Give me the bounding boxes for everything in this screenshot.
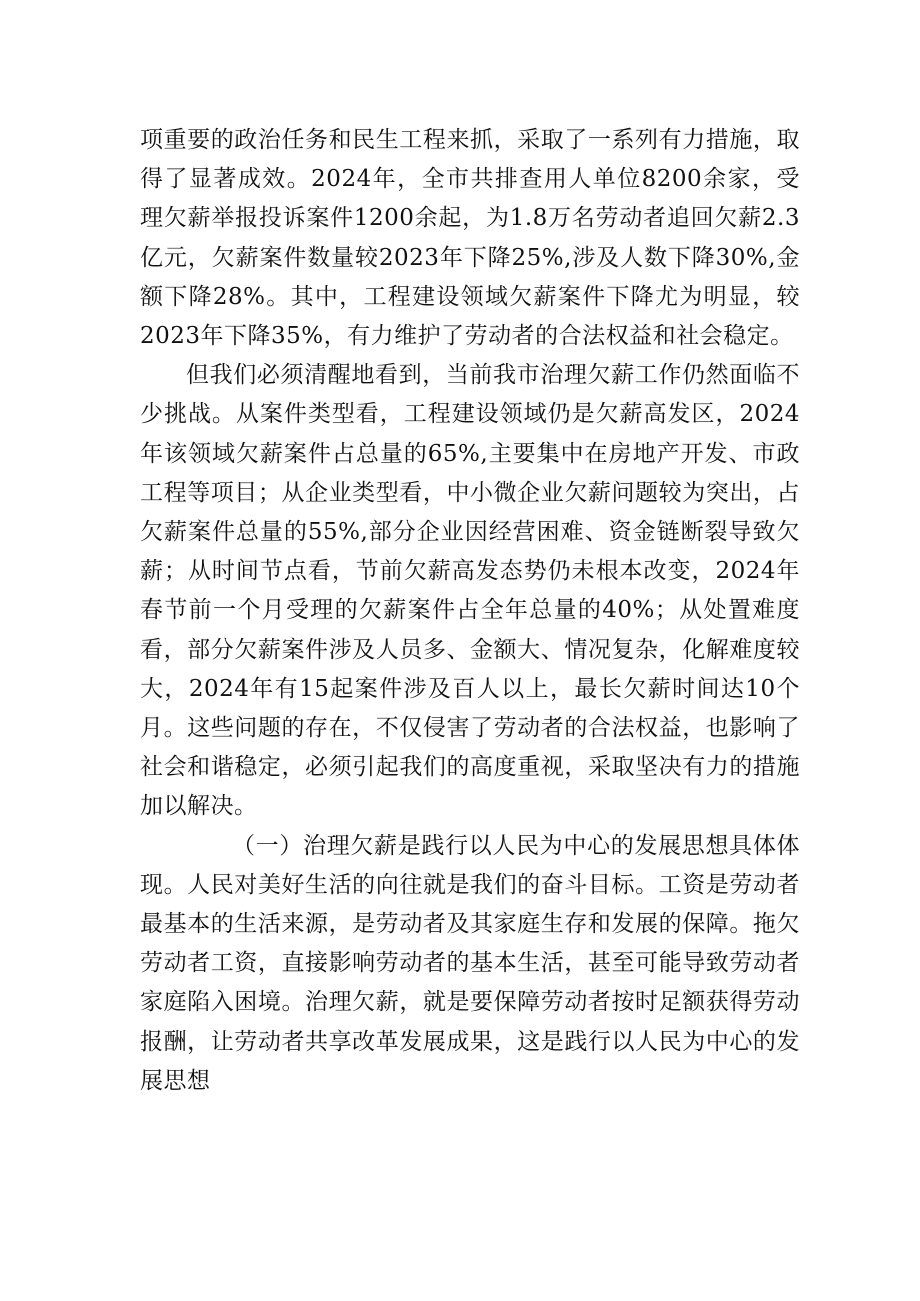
paragraph-challenges: 但我们必须清醒地看到，当前我市治理欠薪工作仍然面临不少挑战。从案件类型看，工程建设领域仍是欠薪高发区，2024年该领域欠薪案件占总量的65%,主要集中在房地产开发、市政工程等项目；从企业类型看，中小微企业欠薪问题较为突出，占欠薪案件总量的55%,部分企业因经营困难、资金链断裂导致欠薪；从时间节点看，节前欠薪高发态势仍未根本改变，2024年春节前一个月受理的欠薪案件占全年总量的40%；从处置难度看，部分欠薪案件涉及人员多、金额大、情况复杂，化解难度较大，2024年有15起案件涉及百人以上，最长欠薪时间达10个月。这些问题的存在，不仅侵害了劳动者的合法权益，也影响了社会和谐稳定，必须引起我们的高度重视，采取坚决有力的措施加以解决。 xyxy=(140,362,800,820)
document-body xyxy=(140,121,800,1101)
paragraph-continued: 项重要的政治任务和民生工程来抓，采取了一系列有力措施，取得了显著成效。2024年，全市共排查用人单位8200余家，受理欠薪举报投诉案件1200余起，为1.8万名劳动者追回欠薪2.3亿元，欠薪案件数量较2023年下降25%,涉及人数下降30%,金额下降28%。其中，工程建设领域欠薪案件下降尤为明显，较2023年下降35%，有力维护了劳动者的合法权益和社会稳定。 xyxy=(140,127,800,350)
paragraph-section-one: （一）治理欠薪是践行以人民为中心的发展思想具体体现。人民对美好生活的向往就是我们的奋斗目标。工资是劳动者最基本的生活来源，是劳动者及其家庭生存和发展的保障。拖欠劳动者工资，直接影响劳动者的基本生活，甚至可能导致劳动者家庭陷入困境。治理欠薪，就是要保障劳动者按时足额获得劳动报酬，让劳动者共享改革发展成果，这是践行以人民为中心的发展思想 xyxy=(140,832,800,1094)
